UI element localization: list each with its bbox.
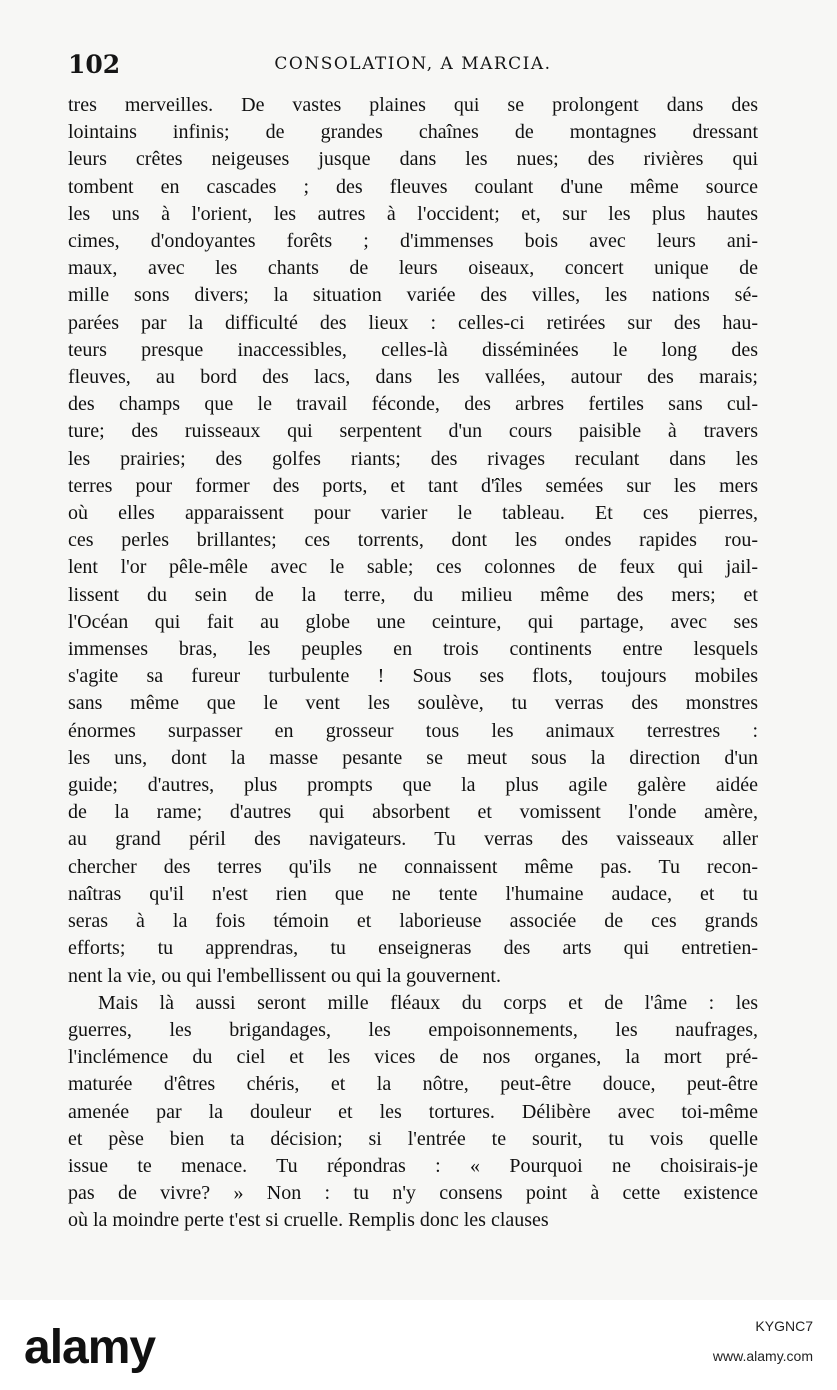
alamy-logo: alamy — [24, 1321, 156, 1374]
watermark-bar — [0, 1300, 837, 1390]
text-line: tres merveilles. De vastes plaines qui se prolongent dans des — [68, 94, 758, 116]
text-line: issue te menace. Tu répondras : « Pourquoi ne choisirais-je — [68, 1154, 758, 1177]
text-line: où la moindre perte t'est si cruelle. Remplis donc les clauses — [68, 1209, 549, 1232]
text-line: lointains infinis; de grandes chaînes de montagnes dressant — [68, 121, 758, 144]
text-line: les uns, dont la masse pesante se meut sous la direction d'un — [68, 746, 758, 769]
text-line: leurs crêtes neigeuses jusque dans les nues; des rivières qui — [68, 148, 758, 171]
text-line: immenses bras, les peuples en trois continents entre lesquels — [68, 638, 758, 661]
text-line: maux, avec les chants de leurs oiseaux, concert unique de — [68, 257, 758, 280]
text-line: parées par la difficulté des lieux : celles-ci retirées sur des hau- — [68, 311, 758, 334]
body-text — [68, 92, 758, 1235]
text-line: les prairies; des golfes riants; des rivages reculant dans les — [68, 447, 758, 470]
text-line: énormes surpasser en grosseur tous les animaux terrestres : — [68, 719, 758, 742]
text-line: au grand péril des navigateurs. Tu verras des vaisseaux aller — [68, 828, 758, 851]
text-line: amenée par la douleur et les tortures. Délibère avec toi-même — [68, 1100, 758, 1123]
text-line: lissent du sein de la terre, du milieu même des mers; et — [68, 583, 758, 606]
text-line: des champs que le travail féconde, des arbres fertiles sans cul- — [68, 393, 758, 416]
text-line: lent l'or pêle-mêle avec le sable; ces colonnes de feux qui jail- — [68, 556, 758, 579]
stock-url: www.alamy.com — [712, 1348, 813, 1364]
text-line: et pèse bien ta décision; si l'entrée te sourit, tu vois quelle — [68, 1127, 758, 1150]
text-line: naîtras qu'il n'est rien que ne tente l'humaine audace, et tu — [68, 882, 758, 905]
text-line: l'inclémence du ciel et les vices de nos organes, la mort pré- — [68, 1046, 758, 1069]
text-line: les uns à l'orient, les autres à l'occident; et, sur les plus hautes — [68, 202, 758, 225]
running-title: CONSOLATION, A MARCIA. — [274, 54, 552, 74]
text-line: mille sons divers; la situation variée des villes, les nations sé- — [68, 284, 758, 307]
stock-id: KYGNC7 — [755, 1318, 813, 1334]
text-line: guerres, les brigandages, les empoisonnements, les naufrages, — [68, 1018, 758, 1041]
text-line: où elles apparaissent pour varier le tableau. Et ces pierres, — [68, 502, 758, 525]
text-line: fleuves, au bord des lacs, dans les vallées, autour des marais; — [68, 366, 758, 389]
page-header — [68, 50, 758, 82]
text-line: guide; d'autres, plus prompts que la plus agile galère aidée — [68, 774, 758, 797]
text-line: sans même que le vent les soulève, tu verras des monstres — [68, 692, 758, 715]
text-line: de la rame; d'autres qui absorbent et vomissent l'onde amère, — [68, 801, 758, 824]
text-line: Mais là aussi seront mille fléaux du corps et de l'âme : les — [98, 991, 758, 1014]
text-line: terres pour former des ports, et tant d'îles semées sur les mers — [68, 474, 758, 497]
text-line: l'Océan qui fait au globe une ceinture, qui partage, avec ses — [68, 610, 758, 633]
text-line: pas de vivre? » Non : tu n'y consens point à cette existence — [68, 1182, 758, 1205]
text-line: cimes, d'ondoyantes forêts ; d'immenses bois avec leurs ani- — [68, 230, 758, 253]
text-line: ces perles brillantes; ces torrents, dont les ondes rapides rou- — [68, 529, 758, 552]
text-line: chercher des terres qu'ils ne connaissent même pas. Tu recon- — [68, 855, 758, 878]
text-line: efforts; tu apprendras, tu enseigneras des arts qui entretien- — [68, 937, 758, 960]
text-line: tombent en cascades ; des fleuves coulant d'une même source — [68, 175, 758, 198]
text-line: seras à la fois témoin et laborieuse associée de ces grands — [68, 910, 758, 933]
text-line: nent la vie, ou qui l'embellissent ou qui la gouvernent. — [68, 964, 501, 987]
text-line: teurs presque inaccessibles, celles-là disséminées le long des — [68, 338, 758, 361]
page-number: 102 — [68, 50, 121, 79]
text-line: ture; des ruisseaux qui serpentent d'un cours paisible à travers — [68, 420, 758, 443]
text-line: s'agite sa fureur turbulente ! Sous ses flots, toujours mobiles — [68, 665, 758, 688]
text-line: maturée d'êtres chéris, et la nôtre, peut-être douce, peut-être — [68, 1073, 758, 1096]
